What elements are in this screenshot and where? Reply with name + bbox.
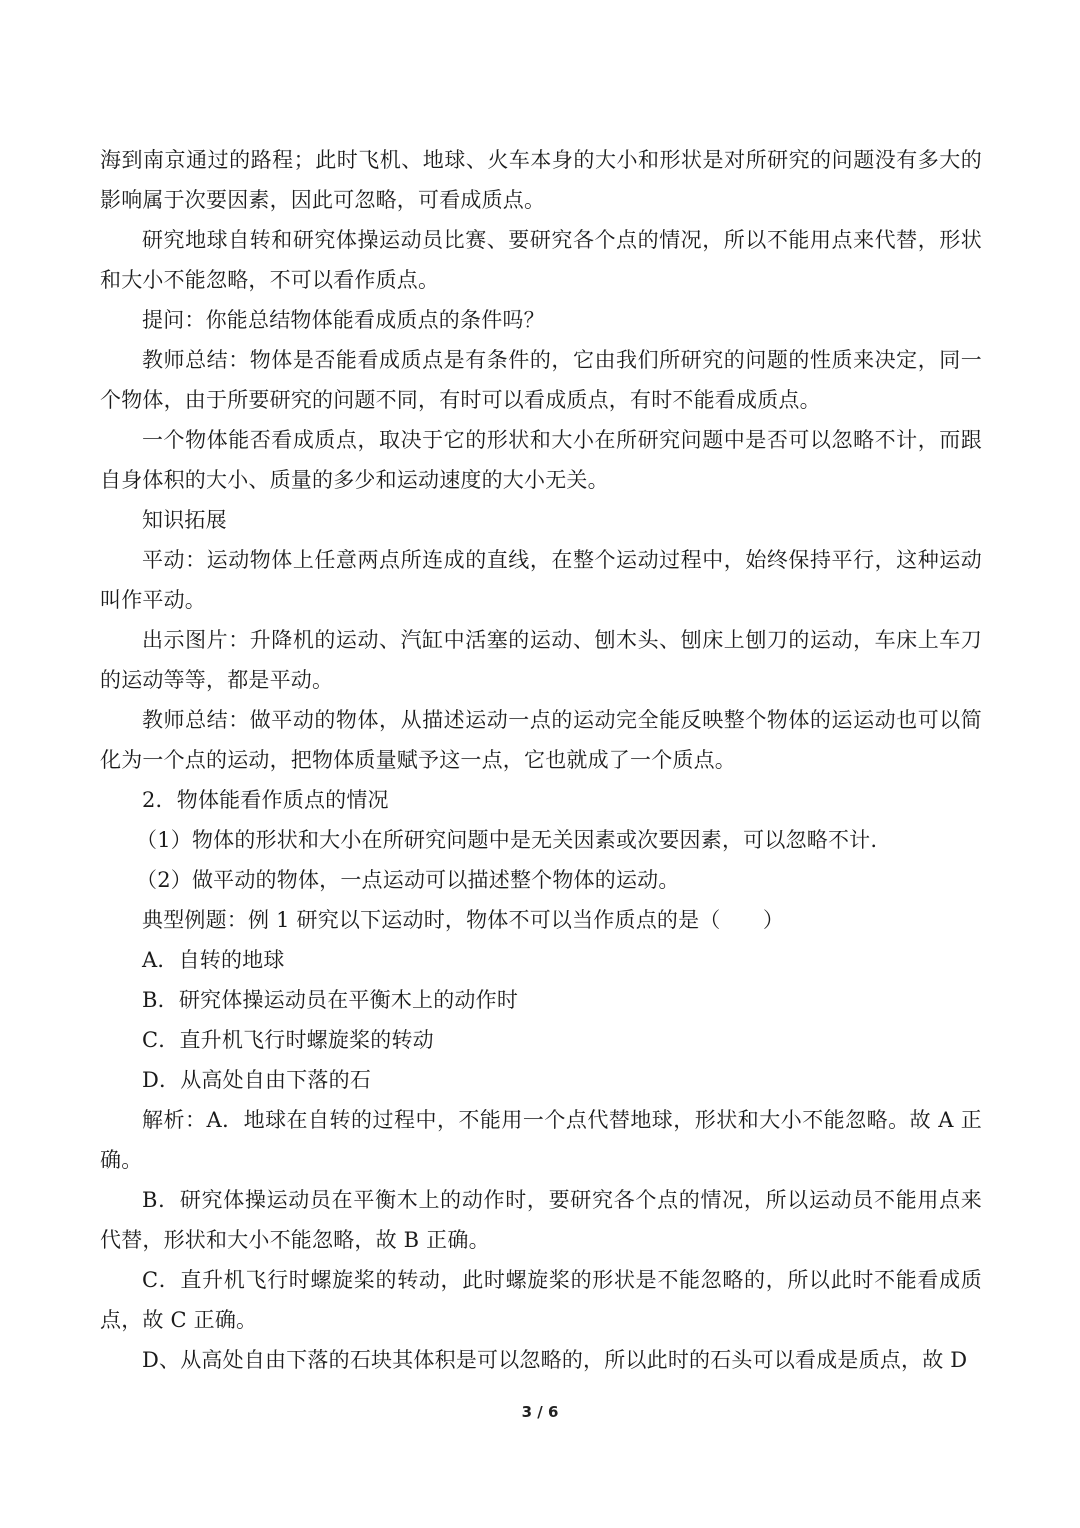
page-number: 3 / 6 [521,1403,559,1421]
analysis-a: 解析：A．地球在自转的过程中，不能用一个点代替地球，形状和大小不能忽略。故 A 正确。 [100,1108,982,1172]
analysis-d: D、从高处自由下落的石块其体积是可以忽略的，所以此时的石头可以看成是质点，故 D [142,1348,968,1372]
document-body [100,140,982,1380]
paragraph-continuation: 海到南京通过的路程；此时飞机、地球、火车本身的大小和形状是对所研究的问题没有多大的影响属于次要因素，因此可忽略，可看成质点。 [100,148,982,212]
section-heading-knowledge-extension: 知识拓展 [142,508,227,532]
example-question: 典型例题：例 1 研究以下运动时，物体不可以当作质点的是（ ） [142,908,785,932]
paragraph-question: 提问：你能总结物体能看成质点的条件吗？ [142,308,545,332]
list-item-case-1: （1）物体的形状和大小在所研究问题中是无关因素或次要因素，可以忽略不计. [136,828,878,852]
paragraph-conditions: 一个物体能否看成质点，取决于它的形状和大小在所研究问题中是否可以忽略不计，而跟自身体积的大小、质量的多少和运动速度的大小无关。 [100,428,982,492]
paragraph-show-pictures: 出示图片：升降机的运动、汽缸中活塞的运动、刨木头、刨床上刨刀的运动，车床上车刀的运动等等，都是平动。 [100,628,982,692]
paragraph-teacher-summary-2: 教师总结：做平动的物体，从描述运动一点的运动完全能反映整个物体的运运动也可以简化为一个点的运动，把物体质量赋予这一点，它也就成了一个质点。 [100,708,982,772]
analysis-b: B．研究体操运动员在平衡木上的动作时，要研究各个点的情况，所以运动员不能用点来代替，形状和大小不能忽略，故 B 正确。 [100,1188,982,1252]
option-a: A．自转的地球 [142,948,285,972]
paragraph-earth-rotation: 研究地球自转和研究体操运动员比赛、要研究各个点的情况，所以不能用点来代替，形状和大小不能忽略，不可以看作质点。 [100,228,982,292]
list-item-case-2: （2）做平动的物体，一点运动可以描述整个物体的运动。 [136,868,680,892]
paragraph-teacher-summary-1: 教师总结：物体是否能看成质点是有条件的，它由我们所研究的问题的性质来决定，同一个物体，由于所要研究的问题不同，有时可以看成质点，有时不能看成质点。 [100,348,982,412]
option-d: D．从高处自由下落的石 [142,1068,372,1092]
option-b: B．研究体操运动员在平衡木上的动作时 [142,988,519,1012]
analysis-c: C．直升机飞行时螺旋桨的转动，此时螺旋桨的形状是不能忽略的，所以此时不能看成质点，故 C 正确。 [100,1268,982,1332]
section-heading-point-mass-cases: 2．物体能看作质点的情况 [142,788,389,812]
paragraph-translation-definition: 平动：运动物体上任意两点所连成的直线，在整个运动过程中，始终保持平行，这种运动叫作平动。 [100,548,982,612]
option-c: C．直升机飞行时螺旋桨的转动 [142,1028,434,1052]
